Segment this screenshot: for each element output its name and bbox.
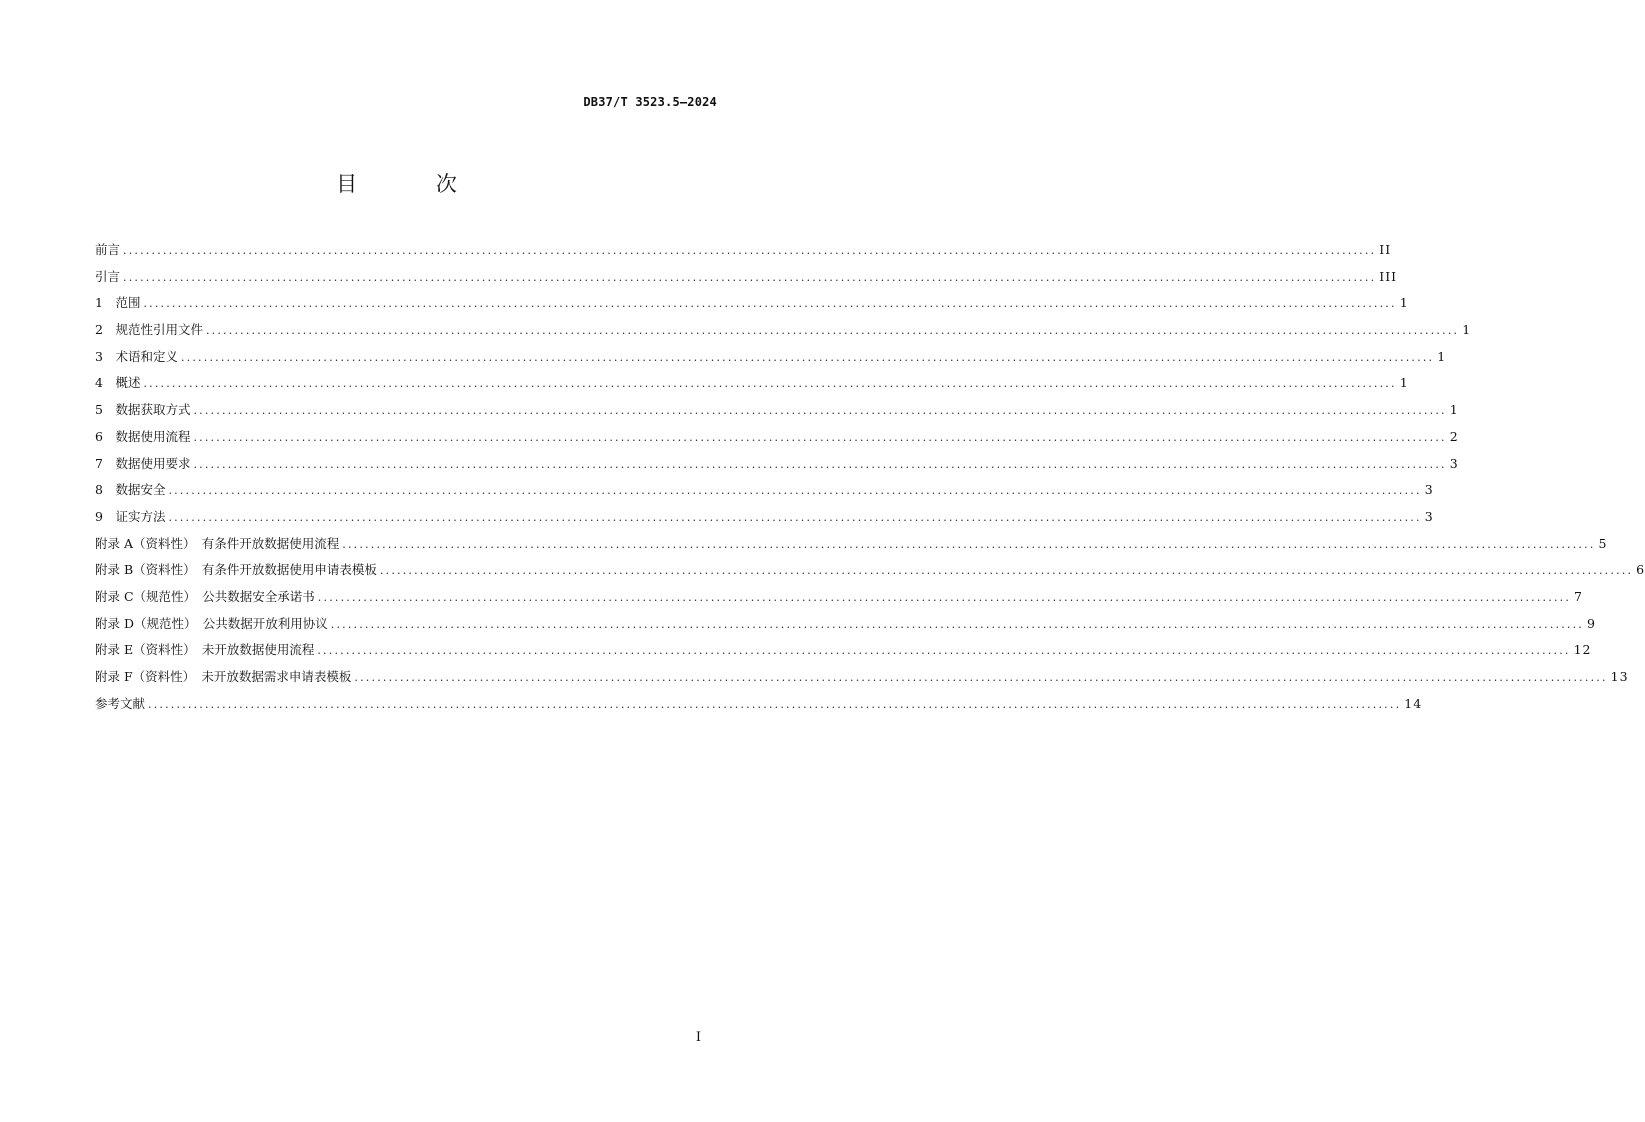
dot-leader: ............................................................................................................................................................................................................................ [123,270,1377,284]
toc-entry-page: 12 [1573,642,1592,658]
toc-entry[interactable] [95,267,1398,294]
toc-entry-page: II [1379,242,1392,257]
toc-entry-label: 附录 D（规范性） 公共数据开放利用协议 [95,615,328,631]
page-title: 目 次 [336,172,493,196]
toc-entry-label: 附录 E（资料性） 未开放数据使用流程 [95,642,315,658]
toc-entry[interactable] [95,640,1592,667]
toc-entry-page: 2 [1449,428,1459,444]
dot-leader: ............................................................................................................................................................................................................................ [143,297,1397,311]
toc-entry-page: 1 [1399,295,1409,311]
dot-leader: ............................................................................................................................................................................................................................ [193,430,1447,444]
toc-entry[interactable] [95,373,1409,400]
toc-entry[interactable] [95,454,1459,481]
toc-entry-label: 9 证实方法 [95,508,166,524]
toc-entry[interactable] [95,347,1447,374]
toc-entry-label: 附录 F（资料性） 未开放数据需求申请表模板 [95,669,352,684]
toc-entry[interactable] [95,614,1596,641]
dot-leader: ............................................................................................................................................................................................................................ [168,510,1422,524]
toc-entry[interactable] [95,427,1459,454]
toc-entry-label: 引言 [95,268,121,284]
toc-entry-label: 5 数据获取方式 [95,402,191,418]
toc-entry-page: 13 [1610,669,1629,684]
toc-entry-page: 1 [1462,322,1472,338]
toc-entry[interactable] [95,534,1608,561]
dot-leader: ............................................................................................................................................................................................................................ [354,671,1608,684]
toc-entry[interactable] [95,507,1434,534]
toc-entry-label: 参考文献 [95,695,146,711]
toc-entry-page: 7 [1574,588,1583,604]
dot-leader: ............................................................................................................................................................................................................................ [123,244,1377,257]
toc-entry-label: 2 规范性引用文件 [95,322,203,338]
toc-entry[interactable] [95,587,1583,614]
dot-leader: ............................................................................................................................................................................................................................ [205,324,1460,338]
toc-entry-label: 4 概述 [95,375,141,391]
toc-entry[interactable] [95,480,1434,507]
toc-entry-label: 1 范围 [95,295,141,311]
toc-entry-page: 5 [1598,535,1608,551]
toc-entry-page: 9 [1587,615,1596,631]
toc-entry-page: III [1379,268,1398,284]
toc-entry[interactable] [95,560,1645,587]
dot-leader: ............................................................................................................................................................................................................................ [317,644,1571,658]
page-number: I [695,1030,701,1045]
dot-leader: ............................................................................................................................................................................................................................ [180,350,1435,364]
dot-leader: ............................................................................................................................................................................................................................ [148,697,1402,711]
toc-entry-page: 3 [1424,482,1434,498]
dot-leader: ............................................................................................................................................................................................................................ [143,377,1397,391]
toc-entry-label: 前言 [95,242,121,257]
toc-entry-page: 3 [1449,455,1459,471]
toc-entry[interactable] [95,400,1459,427]
toc-entry-page: 1 [1437,348,1447,364]
standard-code: DB37/T 3523.5—2024 [583,95,717,109]
dot-leader: ............................................................................................................................................................................................................................ [193,404,1447,418]
toc-entry-label: 附录 A（资料性） 有条件开放数据使用流程 [95,535,340,551]
toc-entry-label: 附录 C（规范性） 公共数据安全承诺书 [95,588,315,604]
dot-leader: ............................................................................................................................................................................................................................ [330,617,1584,631]
dot-leader: ............................................................................................................................................................................................................................ [317,590,1572,604]
dot-leader: ............................................................................................................................................................................................................................ [193,457,1447,471]
toc-entry[interactable] [95,694,1423,721]
toc-entry[interactable] [95,293,1409,320]
toc-entry-page: 1 [1399,375,1409,391]
toc-entry-page: 3 [1424,508,1434,524]
toc-entry[interactable] [95,240,1392,267]
toc-entry[interactable] [95,320,1472,347]
toc-entry-label: 附录 B（资料性） 有条件开放数据使用申请表模板 [95,562,377,578]
toc-entry-label: 8 数据安全 [95,482,166,498]
toc-entry-label: 7 数据使用要求 [95,455,191,471]
dot-leader: ............................................................................................................................................................................................................................ [379,564,1634,578]
toc-entry-page: 14 [1404,695,1423,711]
toc-entry-page: 1 [1449,402,1459,418]
toc-entry-label: 3 术语和定义 [95,348,178,364]
table-of-contents [95,240,1645,720]
toc-entry-label: 6 数据使用流程 [95,428,191,444]
toc-entry-page: 6 [1636,562,1645,578]
dot-leader: ............................................................................................................................................................................................................................ [168,484,1422,498]
toc-entry[interactable] [95,667,1629,694]
dot-leader: ............................................................................................................................................................................................................................ [342,537,1596,551]
